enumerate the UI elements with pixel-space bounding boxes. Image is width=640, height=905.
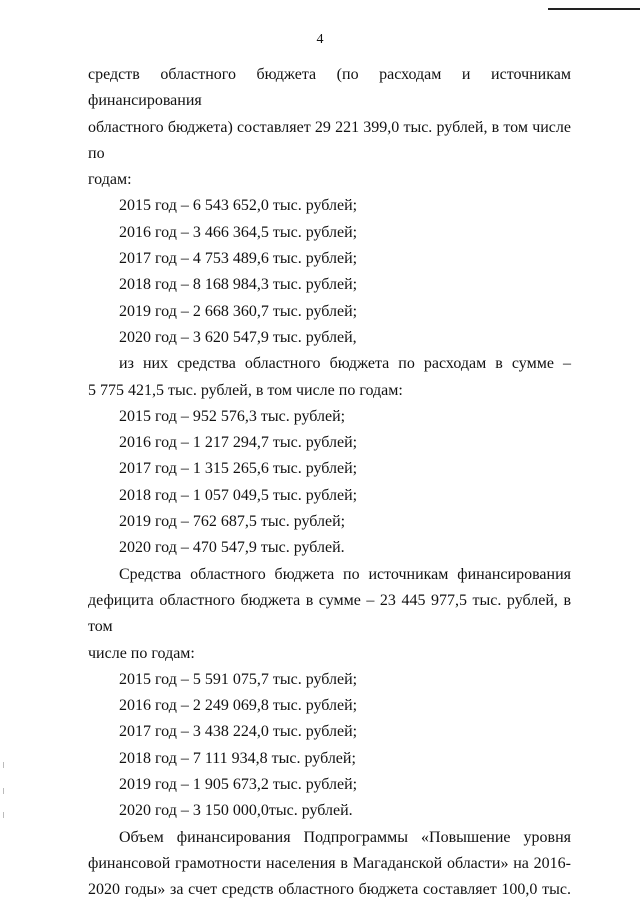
year-item: 2015 год – 6 543 652,0 тыс. рублей; — [119, 197, 358, 215]
paragraph-line: дефицита областного бюджета в сумме – 23 445 977,5 тыс. рублей, в том — [88, 591, 571, 636]
year-item: 2017 год – 3 438 224,0 тыс. рублей; — [119, 723, 358, 741]
year-item: 2016 год – 1 217 294,7 тыс. рублей; — [119, 434, 358, 452]
year-item: 2019 год – 2 668 360,7 тыс. рублей; — [119, 302, 358, 320]
paragraph-line: из них средства областного бюджета по расходам в сумме – — [119, 355, 571, 373]
year-item: 2015 год – 5 591 075,7 тыс. рублей; — [119, 670, 358, 688]
paragraph-line: Объем финансирования Подпрограммы «Повышение уровня — [119, 828, 571, 846]
document-body — [88, 62, 571, 904]
scan-mark — [3, 788, 4, 794]
year-item: 2019 год – 1 905 673,2 тыс. рублей; — [119, 776, 358, 794]
year-item: 2020 год – 3 150 000,0тыс. рублей. — [119, 802, 353, 820]
year-item: 2015 год – 952 576,3 тыс. рублей; — [119, 407, 346, 425]
paragraph-line: Средства областного бюджета по источникам финансирования — [119, 565, 571, 583]
year-item: 2017 год – 1 315 265,6 тыс. рублей; — [119, 460, 358, 478]
year-item: 2019 год – 762 687,5 тыс. рублей; — [119, 513, 346, 531]
paragraph-line: областного бюджета) составляет 29 221 399,0 тыс. рублей, в том числе по — [88, 118, 571, 162]
year-item: 2016 год – 3 466 364,5 тыс. рублей; — [119, 223, 358, 241]
year-item: 2020 год – 3 620 547,9 тыс. рублей, — [119, 328, 357, 346]
page-number: 4 — [316, 32, 324, 47]
year-item: 2018 год – 8 168 984,3 тыс. рублей; — [119, 276, 358, 294]
paragraph-line: финансовой грамотности населения в Магаданской области» на 2016- — [88, 854, 571, 872]
paragraph-line: числе по годам: — [88, 644, 195, 662]
year-item: 2020 год – 470 547,9 тыс. рублей. — [119, 539, 345, 557]
paragraph-line: 5 775 421,5 тыс. рублей, в том числе по годам: — [88, 381, 403, 399]
paragraph-line: годам: — [88, 171, 132, 189]
scan-mark — [3, 812, 4, 818]
year-item: 2018 год – 1 057 049,5 тыс. рублей; — [119, 486, 358, 504]
year-item: 2017 год – 4 753 489,6 тыс. рублей; — [119, 250, 358, 268]
paragraph-line: 2020 годы» за счет средств областного бюджета составляет 100,0 тыс. — [88, 881, 571, 899]
year-item: 2016 год – 2 249 069,8 тыс. рублей; — [119, 697, 358, 715]
paragraph-line: средств областного бюджета (по расходам и источникам финансирования — [88, 66, 571, 110]
year-item: 2018 год – 7 111 934,8 тыс. рублей; — [119, 749, 356, 767]
scan-edge-line — [548, 8, 640, 10]
scan-mark — [3, 762, 4, 768]
